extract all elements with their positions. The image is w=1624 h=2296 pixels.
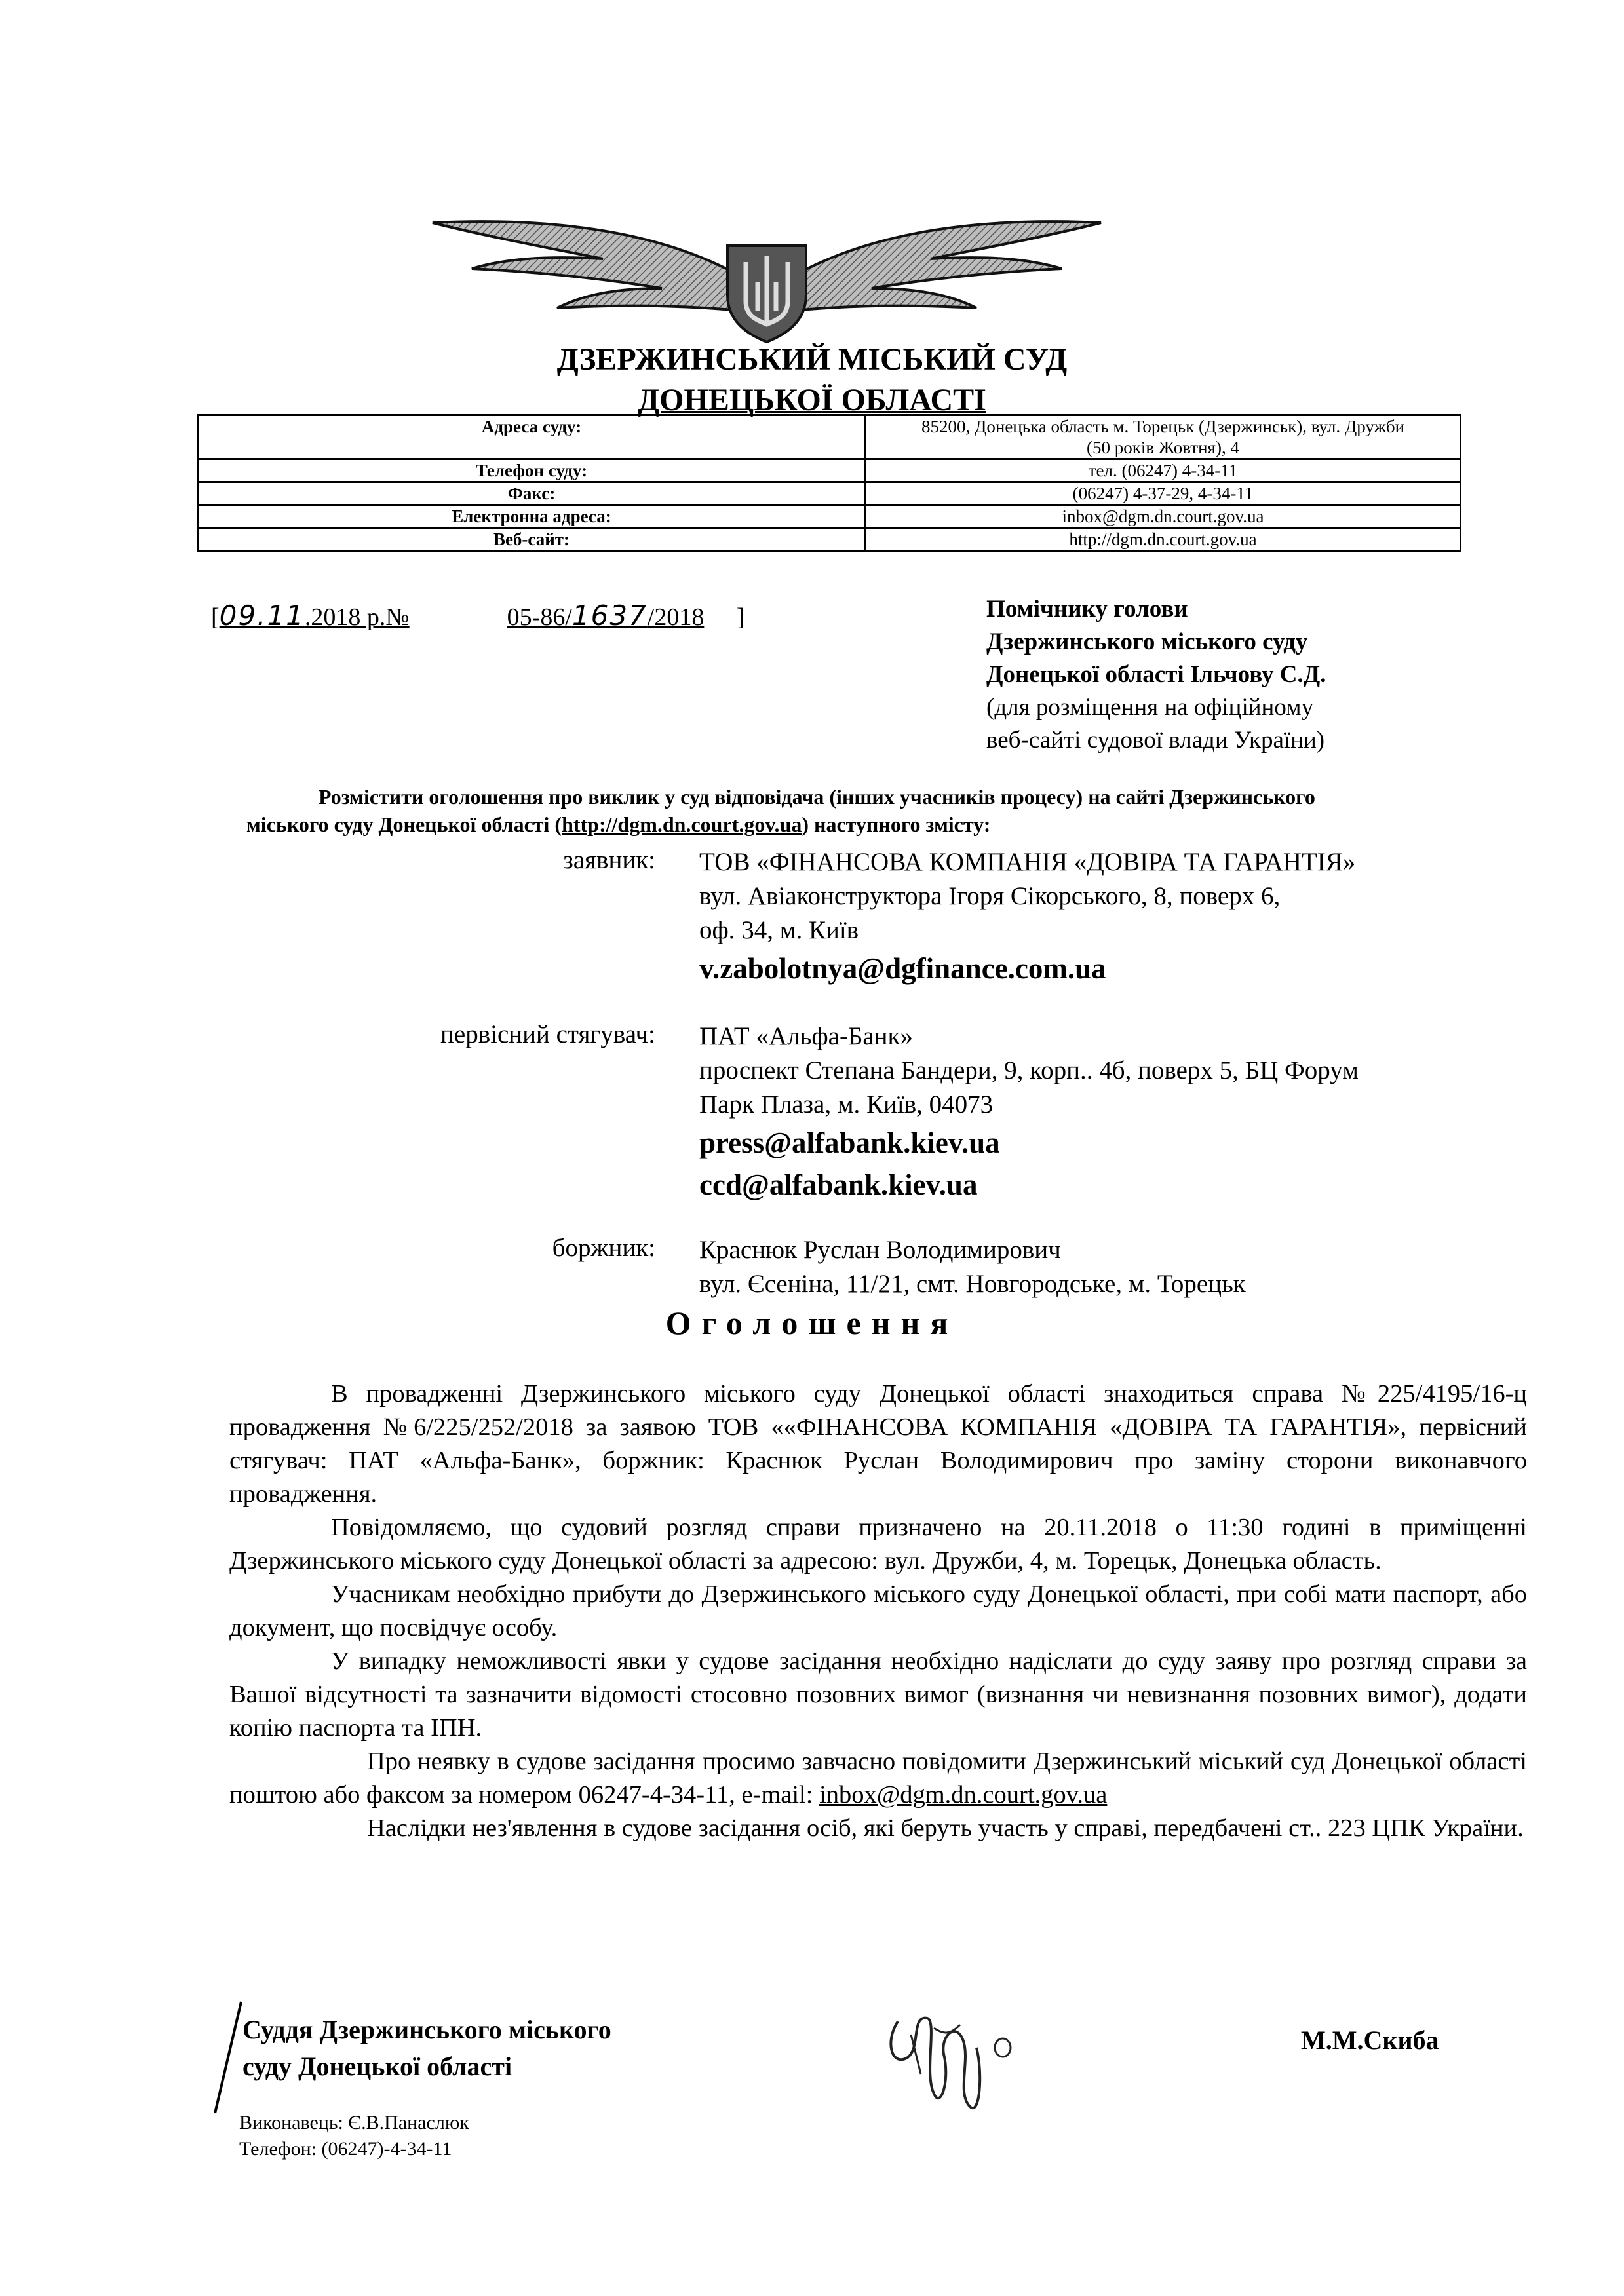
publication-instruction bbox=[246, 783, 1537, 838]
executor-phone: Телефон: (06247)-4-34-11 bbox=[239, 2138, 452, 2160]
registration-line bbox=[211, 600, 745, 632]
creditor-email2[interactable]: ccd@alfabank.kiev.ua bbox=[699, 1168, 978, 1201]
notice-paragraph-4: У випадку неможливості явки у судове засідання необхідно надіслати до суду заяву про розгляд справи за Вашої відсутності та зазначити відомості стосовно позовних вимог (визнання чи невизнання позовних вимог), додати копію паспорта та ІПН. bbox=[229, 1647, 1527, 1742]
recipient-block bbox=[986, 593, 1326, 757]
applicant-address2: оф. 34, м. Київ bbox=[699, 916, 859, 944]
debtor-label: боржник: bbox=[552, 1234, 655, 1262]
applicant-address1: вул. Авіаконструктора Ігоря Сікорського, 8, поверх 6, bbox=[699, 882, 1281, 910]
open-bracket: [ bbox=[211, 603, 220, 631]
court-info-table bbox=[197, 414, 1461, 552]
close-bracket: ] bbox=[736, 603, 745, 631]
notice-paragraph-3: Учасникам необхідно прибути до Дзержинського міського суду Донецької області, при собі мати паспорт, або документ, що посвідчує особу. bbox=[229, 1580, 1527, 1641]
notice-body bbox=[229, 1377, 1527, 1845]
executor-name: Виконавець: Є.В.Панаслюк bbox=[239, 2112, 469, 2133]
address-line2: (50 років Жовтня), 4 bbox=[1087, 438, 1239, 457]
recipient-line1: Помічнику голови bbox=[986, 596, 1188, 622]
number-prefix: 05-86/ bbox=[507, 603, 572, 631]
number-suffix: /2018 bbox=[647, 603, 705, 631]
instruction-line2-before: міського суду Донецької області ( bbox=[246, 813, 562, 836]
judge-title bbox=[242, 2012, 611, 2085]
notice-title: Оголошення bbox=[665, 1305, 959, 1341]
debtor-block bbox=[699, 1233, 1551, 1301]
table-row bbox=[198, 528, 1461, 551]
handwritten-date: 09.11 bbox=[219, 600, 305, 632]
recipient-line5: веб-сайті судової влади України) bbox=[986, 727, 1325, 754]
registration-number bbox=[507, 600, 705, 632]
court-name-line2: ДОНЕЦЬКОЇ ОБЛАСТІ bbox=[638, 383, 986, 417]
phone-value: тел. (06247) 4-34-11 bbox=[866, 459, 1461, 482]
address-line1: 85200, Донецька область м. Торецьк (Дзержинськ), вул. Дружби bbox=[921, 417, 1405, 436]
address-label: Адреса суду: bbox=[198, 415, 866, 459]
debtor-address: вул. Єсеніна, 11/21, смт. Новгородське, м. Торецьк bbox=[699, 1270, 1246, 1298]
email-label: Електронна адреса: bbox=[198, 505, 866, 528]
creditor-name: ПАТ «Альфа-Банк» bbox=[699, 1022, 913, 1050]
court-name bbox=[0, 339, 1624, 421]
notice-paragraph-5 bbox=[229, 1745, 1527, 1812]
notice-paragraph-1: В провадженні Дзержинського міського суду Донецької області знаходиться справа №225/4195/16-ц провадження №6/225/252/2018 за заявою ТОВ ««ФІНАНСОВА КОМПАНІЯ «ДОВІРА ТА ГАРАНТІЯ», первісний стягувач: ПАТ «Альфа-Банк», боржник: Краснюк Руслан Володимирович про заміну сторони виконавчого провадження. bbox=[229, 1380, 1527, 1508]
fax-value: (06247) 4-37-29, 4-34-11 bbox=[866, 482, 1461, 505]
date-suffix: .2018 р.№ bbox=[304, 603, 410, 631]
email-value[interactable]: inbox@dgm.dn.court.gov.ua bbox=[866, 505, 1461, 528]
applicant-label: заявник: bbox=[563, 846, 655, 874]
handwritten-signature-icon bbox=[872, 1995, 1022, 2126]
website-label: Веб-сайт: bbox=[198, 528, 866, 551]
instruction-link[interactable]: http://dgm.dn.court.gov.ua bbox=[562, 813, 802, 836]
recipient-line4: (для розміщення на офіційному bbox=[986, 694, 1314, 721]
executor-block bbox=[239, 2110, 469, 2162]
applicant-name: ТОВ «ФІНАНСОВА КОМПАНІЯ «ДОВІРА ТА ГАРАНТІЯ» bbox=[699, 848, 1356, 876]
trident-winged-emblem-icon bbox=[406, 190, 1127, 347]
recipient-line2: Дзержинського міського суду bbox=[986, 628, 1308, 655]
recipient-line3: Донецької області Ільчову С.Д. bbox=[986, 661, 1326, 688]
creditor-address2: Парк Плаза, м. Київ, 04073 bbox=[699, 1090, 994, 1119]
judge-title-line2: суду Донецької області bbox=[242, 2052, 512, 2081]
creditor-email1[interactable]: press@alfabank.kiev.ua bbox=[699, 1126, 1000, 1159]
registration-date bbox=[219, 600, 410, 632]
notice-paragraph-5-email[interactable]: inbox@dgm.dn.court.gov.ua bbox=[819, 1781, 1108, 1808]
signature-mark-icon bbox=[208, 1999, 248, 2116]
table-row bbox=[198, 505, 1461, 528]
table-row bbox=[198, 415, 1461, 459]
creditor-block bbox=[699, 1020, 1551, 1206]
applicant-block bbox=[699, 845, 1551, 989]
creditor-address1: проспект Степана Бандери, 9, корп.. 4б, поверх 5, БЦ Форум bbox=[699, 1056, 1359, 1084]
notice-paragraph-5-text: Про неявку в судове засідання просимо завчасно повідомити Дзержинський міський суд Донецької області поштою або факсом за номером 06247-4-34-11, e-mail: bbox=[229, 1748, 1527, 1808]
notice-paragraph-6: Наслідки нез'явлення в судове засідання осіб, які беруть участь у справі, передбачені ст.. 223 ЦПК України. bbox=[367, 1814, 1524, 1842]
notice-paragraph-2: Повідомляємо, що судовий розгляд справи призначено на 20.11.2018 о 11:30 годині в приміщенні Дзержинського міського суду Донецької області за адресою: вул. Дружби, 4, м. Торецьк, Донецька область. bbox=[229, 1514, 1527, 1575]
creditor-label: первісний стягувач: bbox=[440, 1020, 655, 1048]
judge-title-line1: Суддя Дзержинського міського bbox=[242, 2015, 611, 2044]
instruction-line2-after: ) наступного змісту: bbox=[802, 813, 991, 836]
debtor-name: Краснюк Руслан Володимирович bbox=[699, 1236, 1061, 1264]
handwritten-number: 1637 bbox=[571, 600, 648, 632]
address-value bbox=[866, 415, 1461, 459]
judge-name: М.М.Скиба bbox=[1301, 2025, 1439, 2055]
court-name-line1: ДЗЕРЖИНСЬКИЙ МІСЬКИЙ СУД bbox=[556, 342, 1068, 377]
table-row bbox=[198, 459, 1461, 482]
website-value[interactable]: http://dgm.dn.court.gov.ua bbox=[866, 528, 1461, 551]
table-row bbox=[198, 482, 1461, 505]
phone-label: Телефон суду: bbox=[198, 459, 866, 482]
instruction-line1: Розмістити оголошення про виклик у суд відповідача (інших учасників процесу) на сайті Дзержинського bbox=[319, 785, 1315, 809]
fax-label: Факс: bbox=[198, 482, 866, 505]
applicant-email[interactable]: v.zabolotnya@dgfinance.com.ua bbox=[699, 952, 1106, 985]
